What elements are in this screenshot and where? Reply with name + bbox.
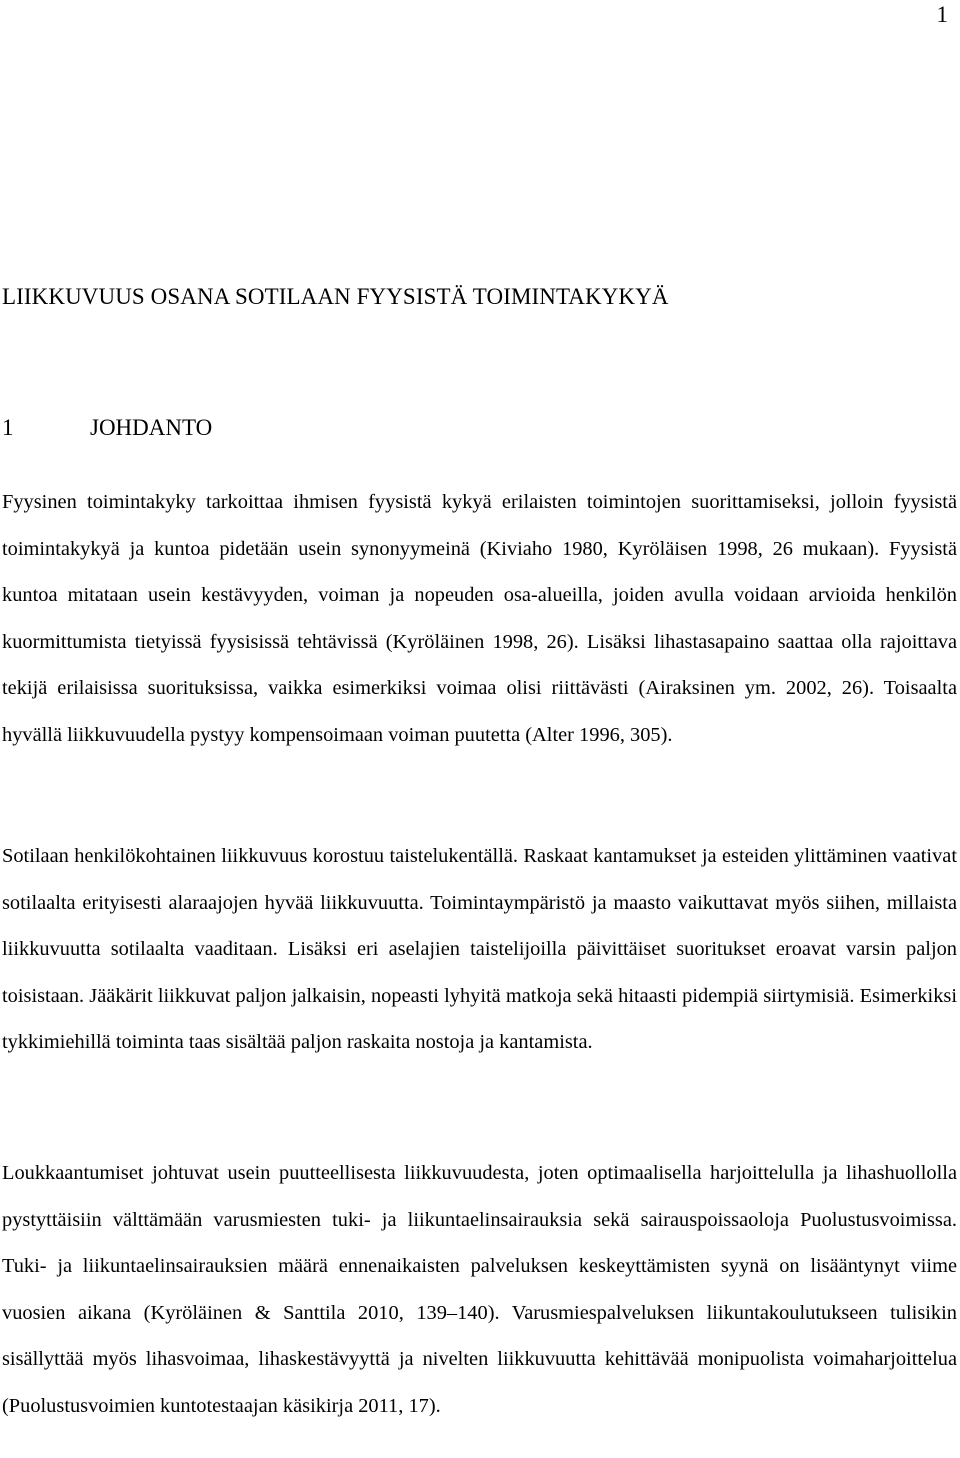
section-title: JOHDANTO: [90, 415, 213, 440]
section-heading: [2, 414, 212, 442]
paragraph: Loukkaantumiset johtuvat usein puutteellisesta liikkuvuudesta, joten optimaalisella harjoittelulla ja lihashuollolla pystyttäisiin välttämään varusmiesten tuki- ja liikuntaelinsairauksia sekä sairauspoissaoloja Puolustusvoimissa. Tuki- ja liikuntaelinsairauksien määrä ennenaikaisten palveluksen keskeyttämisten syynä on lisääntynyt viime vuosien aikana (Kyröläinen & Santtila 2010, 139–140). Varusmiespalveluksen liikuntakoulutukseen tulisikin sisällyttää myös lihasvoimaa, lihaskestävyyttä ja nivelten liikkuvuutta kehittävää monipuolista voimaharjoittelua (Puolustusvoimien kuntotestaajan käsikirja 2011, 17).: [2, 1162, 957, 1417]
section-number: 1: [2, 415, 14, 440]
page-number: 1: [936, 2, 948, 27]
paragraph: Fyysinen toimintakyky tarkoittaa ihmisen fyysistä kykyä erilaisten toimintojen suorittamiseksi, jolloin fyysistä toimintakykyä ja kuntoa pidetään usein synonyymeinä (Kiviaho 1980, Kyröläisen 1998, 26 mukaan). Fyysistä kuntoa mitataan usein kestävyyden, voiman ja nopeuden osa-alueilla, joiden avulla voidaan arvioida henkilön kuormittumista tietyissä fyysisissä tehtävissä (Kyröläinen 1998, 26). Lisäksi lihastasapaino saattaa olla rajoittava tekijä erilaisissa suorituksissa, vaikka esimerkiksi voimaa olisi riittävästi (Airaksinen ym. 2002, 26). Toisaalta hyvällä liikkuvuudella pystyy kompensoimaan voiman puutetta (Alter 1996, 305).: [2, 491, 957, 746]
paragraph: Sotilaan henkilökohtainen liikkuvuus korostuu taistelukentällä. Raskaat kantamukset ja esteiden ylittäminen vaativat sotilaalta erityisesti alaraajojen hyvää liikkuvuutta. Toimintaympäristö ja maasto vaikuttavat myös siihen, millaista liikkuvuutta sotilaalta vaaditaan. Lisäksi eri aselajien taistelijoilla päivittäiset suoritukset eroavat varsin paljon toisistaan. Jääkärit liikkuvat paljon jalkaisin, nopeasti lyhyitä matkoja sekä hitaasti pidempiä siirtymisiä. Esimerkiksi tykkimiehillä toiminta taas sisältää paljon raskaita nostoja ja kantamista.: [2, 845, 957, 1054]
document-title: LIIKKUVUUS OSANA SOTILAAN FYYSISTÄ TOIMINTAKYKYÄ: [2, 284, 669, 309]
